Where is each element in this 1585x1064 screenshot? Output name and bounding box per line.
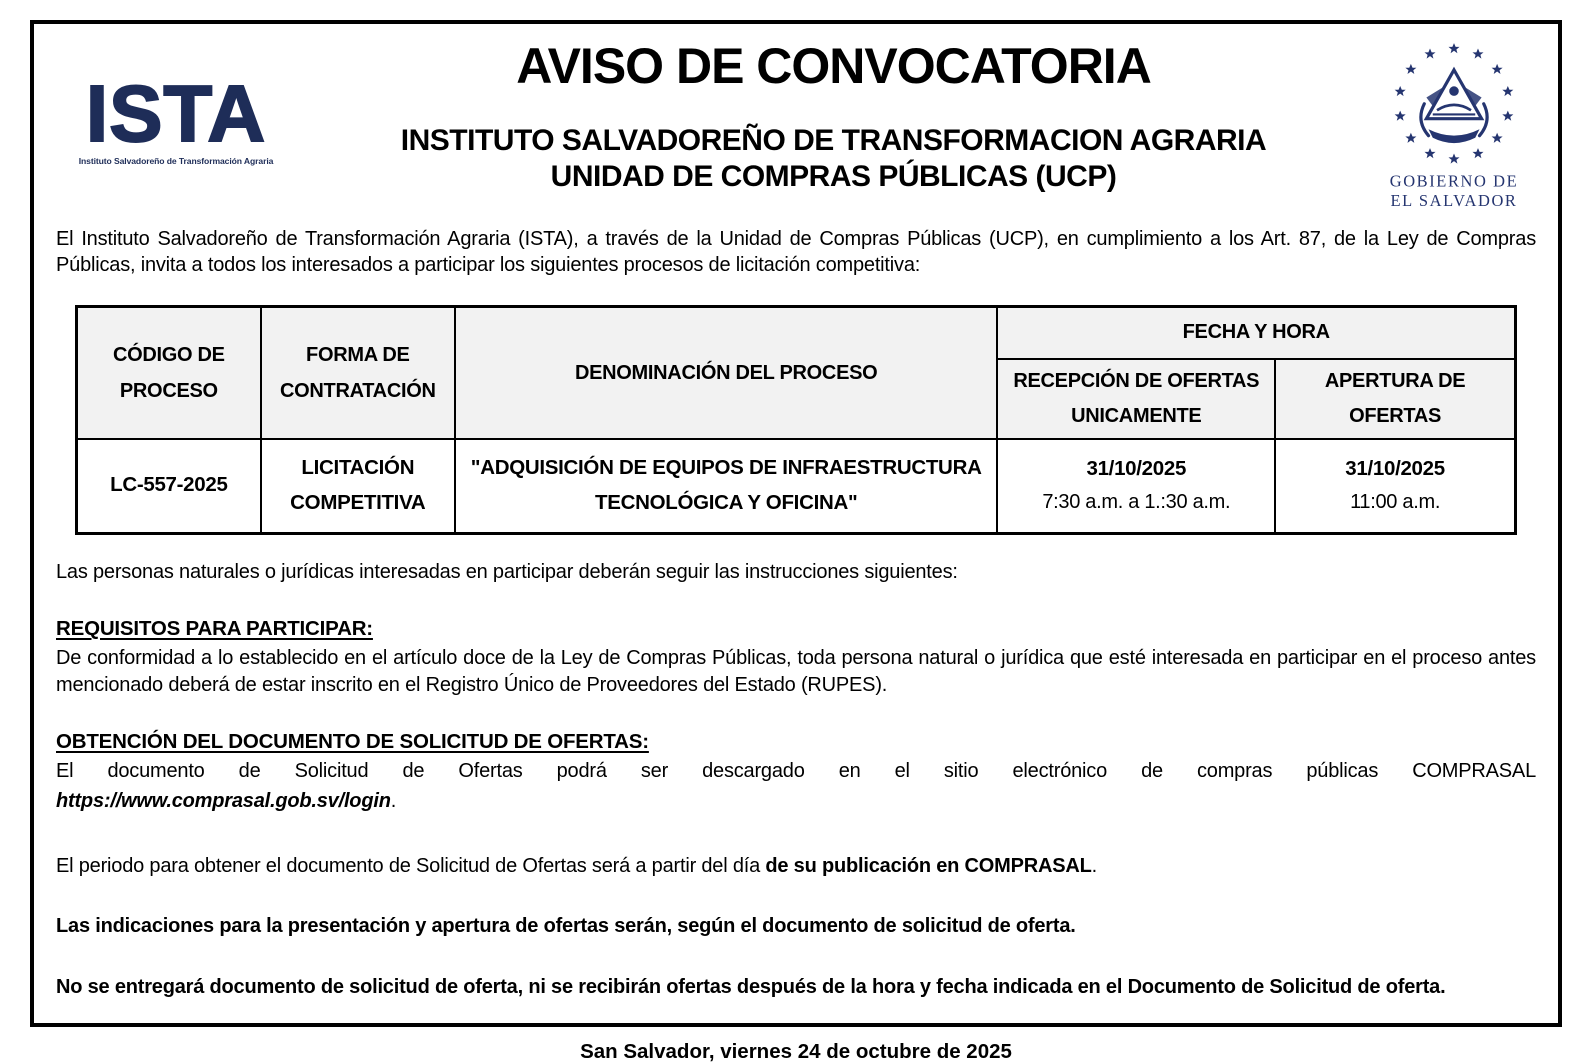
apertura-hora: 11:00 a.m. <box>1350 491 1441 514</box>
process-table <box>75 305 1517 535</box>
cell-recepcion <box>997 439 1275 534</box>
periodo-paragraph <box>56 853 1536 879</box>
process-table-wrapper <box>75 305 1536 535</box>
intro-paragraph: El Instituto Salvadoreño de Transformación Agraria (ISTA), a través de la Unidad de Compras Públicas (UCP), en cumplimiento a los Art. 87, de la Ley de Compras Públicas, invita a todos los interesados a participar los siguientes procesos de licitación competitiva: <box>56 228 1536 277</box>
cell-apertura <box>1275 439 1515 534</box>
requisitos-heading: REQUISITOS PARA PARTICIPAR: <box>56 617 373 641</box>
instructions-line: Las personas naturales o jurídicas interesadas en participar deberán seguir las instrucciones siguientes: <box>56 560 958 583</box>
cell-denominacion: "ADQUISICIÓN DE EQUIPOS DE INFRAESTRUCTURA TECNOLÓGICA Y OFICINA" <box>455 439 998 534</box>
page-title: AVISO DE CONVOCATORIA <box>516 38 1151 94</box>
obtencion-heading: OBTENCIÓN DEL DOCUMENTO DE SOLICITUD DE OFERTAS: <box>56 729 649 753</box>
periodo-text-normal: El periodo para obtener el documento de Solicitud de Ofertas será a partir del día <box>56 854 766 877</box>
ista-logo <box>56 36 296 166</box>
ista-logo-tagline: Instituto Salvadoreño de Transformación Agraria <box>78 156 274 166</box>
gobierno-text-line2: EL SALVADOR <box>1390 190 1517 210</box>
col-header-apertura: APERTURA DE OFERTAS <box>1275 359 1515 439</box>
comprasal-url: https://www.comprasal.gob.sv/login <box>56 790 391 813</box>
col-header-codigo: CÓDIGO DE PROCESO <box>77 306 261 439</box>
institution-name: INSTITUTO SALVADOREÑO DE TRANSFORMACION AGRARIA <box>400 123 1267 157</box>
col-header-denominacion: DENOMINACIÓN DEL PROCESO <box>455 306 998 439</box>
periodo-text-bold: de su publicación en COMPRASAL <box>765 854 1092 877</box>
gobierno-logo <box>1371 36 1536 210</box>
col-header-fecha-hora: FECHA Y HORA <box>997 306 1515 359</box>
table-row <box>77 439 1516 534</box>
comprasal-url-period: . <box>390 790 397 813</box>
no-entrega-paragraph: No se entregará documento de solicitud de oferta, ni se recibirán ofertas después de la hora y fecha indicada en el Documento de Solicitud de oferta. <box>56 975 1446 998</box>
obtencion-body: El documento de Solicitud de Ofertas podrá ser descargado en el sitio electrónico de compras públicas COMPRASAL <box>56 759 1536 782</box>
recepcion-fecha: 31/10/2025 <box>1086 457 1187 481</box>
cell-codigo: LC-557-2025 <box>77 439 261 534</box>
document-header <box>56 36 1536 224</box>
indicaciones-paragraph: Las indicaciones para la presentación y apertura de ofertas serán, según el documento de solicitud de oferta. <box>56 915 1076 938</box>
el-salvador-coat-of-arms-icon <box>1378 38 1530 210</box>
col-header-forma: FORMA DE CONTRATACIÓN <box>261 306 455 439</box>
apertura-fecha: 31/10/2025 <box>1345 457 1445 481</box>
periodo-period: . <box>1091 854 1098 877</box>
unit-name: UNIDAD DE COMPRAS PÚBLICAS (UCP) <box>550 159 1117 193</box>
document-page <box>30 20 1562 1063</box>
header-titles <box>296 36 1371 195</box>
gobierno-text-line1: GOBIERNO DE <box>1389 171 1518 191</box>
comprasal-url-line <box>56 788 1536 814</box>
col-header-recepcion: RECEPCIÓN DE OFERTAS UNICAMENTE <box>997 359 1275 439</box>
recepcion-hora: 7:30 a.m. a 1.:30 a.m. <box>1042 491 1231 514</box>
requisitos-body: De conformidad a lo establecido en el artículo doce de la Ley de Compras Públicas, toda persona natural o jurídica que esté interesada en participar en el proceso antes mencionado deberá de estar inscrito en el Registro Único de Proveedores del Estado (RUPES). <box>56 647 1536 696</box>
ista-logo-wordmark: ISTA <box>85 69 267 158</box>
footer-date: San Salvador, viernes 24 de octubre de 2025 <box>580 1039 1012 1063</box>
cell-forma: LICITACIÓN COMPETITIVA <box>261 439 455 534</box>
